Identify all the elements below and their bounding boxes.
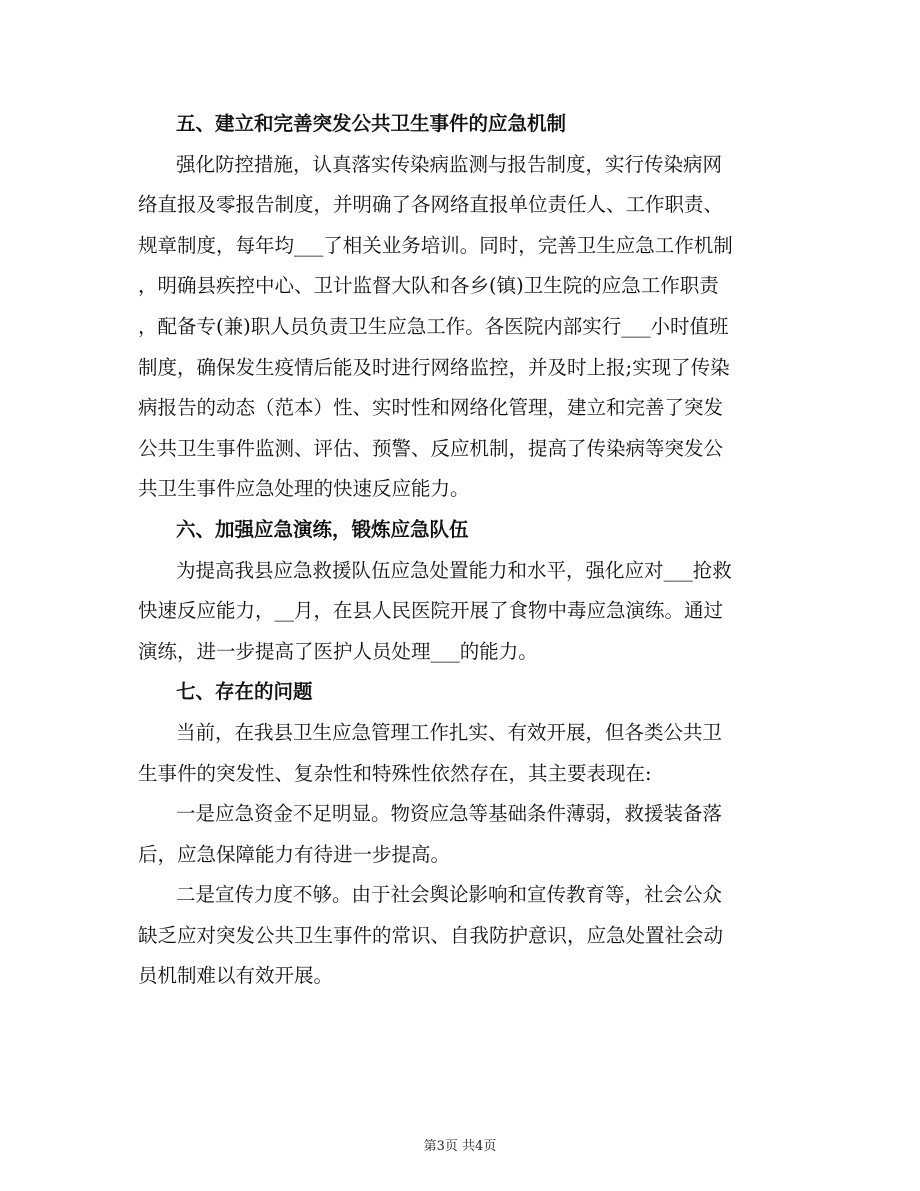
paragraph-line: 二是宣传力度不够。由于社会舆论影响和宣传教育等，社会公众 bbox=[176, 883, 723, 907]
paragraph-line: 公共卫生事件监测、评估、预警、反应机制，提高了传染病等突发公 bbox=[138, 436, 724, 460]
paragraph-line: 快速反应能力，__月，在县人民医院开展了食物中毒应急演练。通过 bbox=[138, 599, 724, 623]
paragraph-line: 共卫生事件应急处理的快速反应能力。 bbox=[138, 477, 470, 501]
paragraph-line: 络直报及零报告制度，并明确了各网络直报单位责任人、工作职责、 bbox=[138, 193, 724, 217]
section-heading: 六、加强应急演练，锻炼应急队伍 bbox=[176, 517, 469, 541]
page-number-footer: 第3页 共4页 bbox=[423, 1139, 497, 1154]
paragraph-line: 强化防控措施，认真落实传染病监测与报告制度，实行传染病网 bbox=[176, 152, 723, 176]
paragraph bbox=[138, 145, 788, 510]
paragraph-line: 制度，确保发生疫情后能及时进行网络监控，并及时上报;实现了传染 bbox=[138, 355, 730, 379]
paragraph-line: 为提高我县应急救援队伍应急处置能力和水平，强化应对___抢救 bbox=[176, 558, 732, 582]
section-heading: 七、存在的问题 bbox=[176, 680, 313, 704]
paragraph bbox=[138, 551, 788, 673]
paragraph-line: ，配备专(兼)职人员负责卫生应急工作。各医院内部实行___小时值班 bbox=[138, 314, 729, 338]
paragraph-line: 生事件的突发性、复杂性和特殊性依然存在，其主要表现在: bbox=[138, 761, 652, 785]
document-body bbox=[138, 104, 788, 997]
paragraph-line: 缺乏应对突发公共卫生事件的常识、自我防护意识，应急处置社会动 bbox=[138, 923, 724, 947]
paragraph-line: 病报告的动态（范本）性、实时性和网络化管理，建立和完善了突发 bbox=[138, 396, 724, 420]
paragraph bbox=[138, 794, 788, 875]
paragraph-line: ，明确县疾控中心、卫计监督大队和各乡(镇)卫生院的应急工作职责 bbox=[138, 274, 719, 298]
paragraph-line: 演练，进一步提高了医护人员处理___的能力。 bbox=[138, 639, 538, 663]
paragraph-line: 当前，在我县卫生应急管理工作扎实、有效开展，但各类公共卫 bbox=[176, 720, 723, 744]
paragraph-line: 后，应急保障能力有待进一步提高。 bbox=[138, 842, 451, 866]
paragraph-line: 规章制度，每年均___了相关业务培训。同时，完善卫生应急工作机制 bbox=[138, 233, 733, 257]
paragraph-line: 一是应急资金不足明显。物资应急等基础条件薄弱，救援装备落 bbox=[176, 802, 723, 826]
paragraph-line: 员机制难以有效开展。 bbox=[138, 964, 334, 988]
paragraph bbox=[138, 875, 788, 997]
paragraph bbox=[138, 713, 788, 794]
section-heading: 五、建立和完善突发公共卫生事件的应急机制 bbox=[176, 112, 567, 135]
